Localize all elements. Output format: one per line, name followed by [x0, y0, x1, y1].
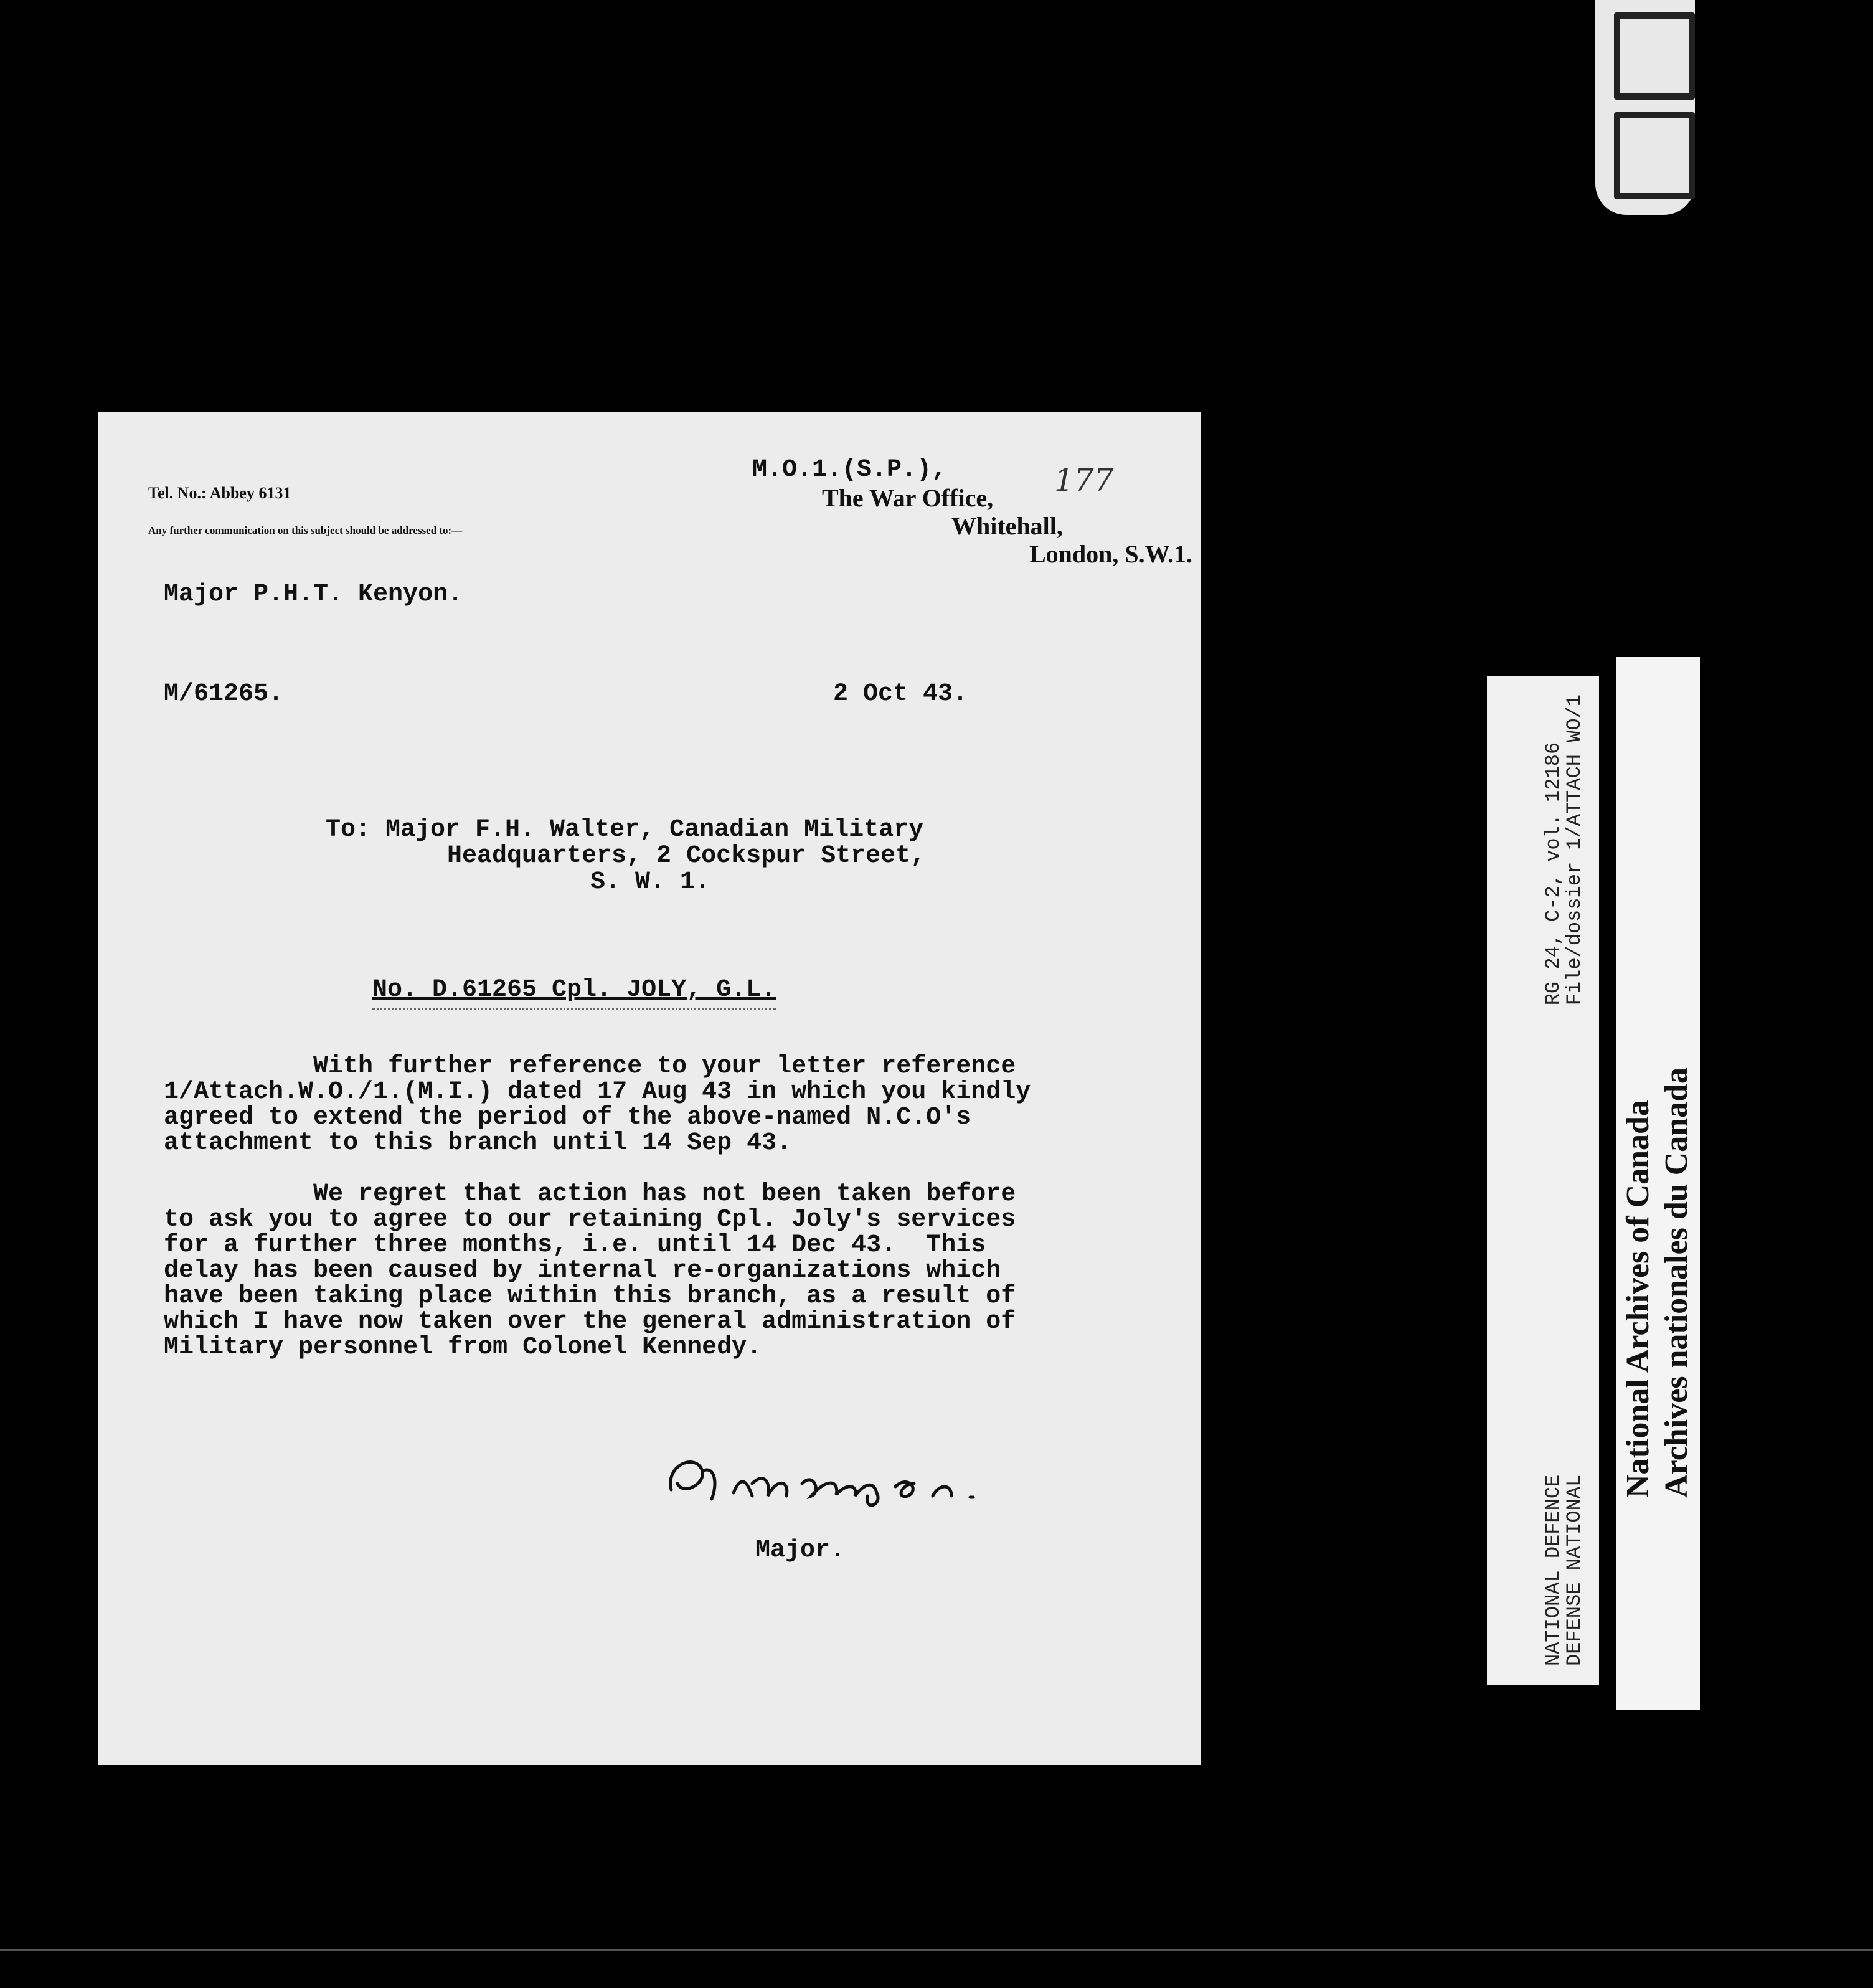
recipient-block — [326, 817, 925, 896]
handwritten-folio-number: 177 — [1054, 462, 1114, 498]
department-en: NATIONAL DEFENCE — [1542, 1474, 1565, 1666]
sender-address — [752, 456, 1192, 568]
file-reference: File/dossier 1/ATTACH WO/1 — [1563, 694, 1586, 1006]
film-frame-edge — [0, 1949, 1873, 1951]
subject-line: No. D.61265 Cpl. JOLY, G.L. — [372, 976, 776, 1010]
addressed-to-officer: Major P.H.T. Kenyon. — [164, 580, 463, 608]
recipient-line-2: Headquarters, 2 Cockspur Street, — [447, 842, 926, 870]
archives-name-fr: Archives nationales du Canada — [1659, 1067, 1694, 1498]
department-fr: DEFENSE NATIONAL — [1563, 1474, 1586, 1666]
address-line-3: Whitehall, — [951, 512, 1063, 540]
film-edge-marker — [1595, 0, 1695, 215]
address-line-4: London, S.W.1. — [1029, 540, 1192, 568]
archives-name-label — [1616, 657, 1700, 1710]
record-group: RG 24, C-2, vol. 12186 — [1542, 742, 1565, 1006]
letter-page — [98, 412, 1201, 1765]
letter-date: 2 Oct 43. — [833, 680, 968, 708]
recipient-line-3: S. W. 1. — [590, 868, 710, 896]
handwritten-signature — [659, 1446, 1057, 1515]
body-paragraph-1: With further reference to your letter reference 1/Attach.W.O./1.(M.I.) dated 17 Aug 43 in which you kindly agreed to extend the period of the above-named N.C.O's attachment to this branch until 14 Sep 43. — [164, 1053, 1031, 1157]
correspondence-note: Any further communication on this subject should be addressed to:— — [148, 524, 463, 536]
signatory-rank: Major. — [755, 1536, 846, 1564]
reference-number: M/61265. — [164, 680, 284, 708]
address-line-1: M.O.1.(S.P.), — [752, 456, 947, 484]
body-paragraph-2: We regret that action has not been taken before to ask you to agree to our retaining Cpl. Joly's services for a further three months, i.e. until 14 Dec 43. This delay has been caused by internal re-organizations which have been taking place within this branch, as a result of which I have now taken over the general administration of Military personnel from Colonel Kennedy. — [164, 1180, 1016, 1361]
archive-reference-label — [1487, 676, 1599, 1685]
archives-name-en: National Archives of Canada — [1620, 1100, 1656, 1498]
address-line-2: The War Office, — [822, 484, 994, 512]
telephone-line: Tel. No.: Abbey 6131 — [148, 484, 291, 502]
recipient-line-1: To: Major F.H. Walter, Canadian Military — [326, 816, 924, 844]
